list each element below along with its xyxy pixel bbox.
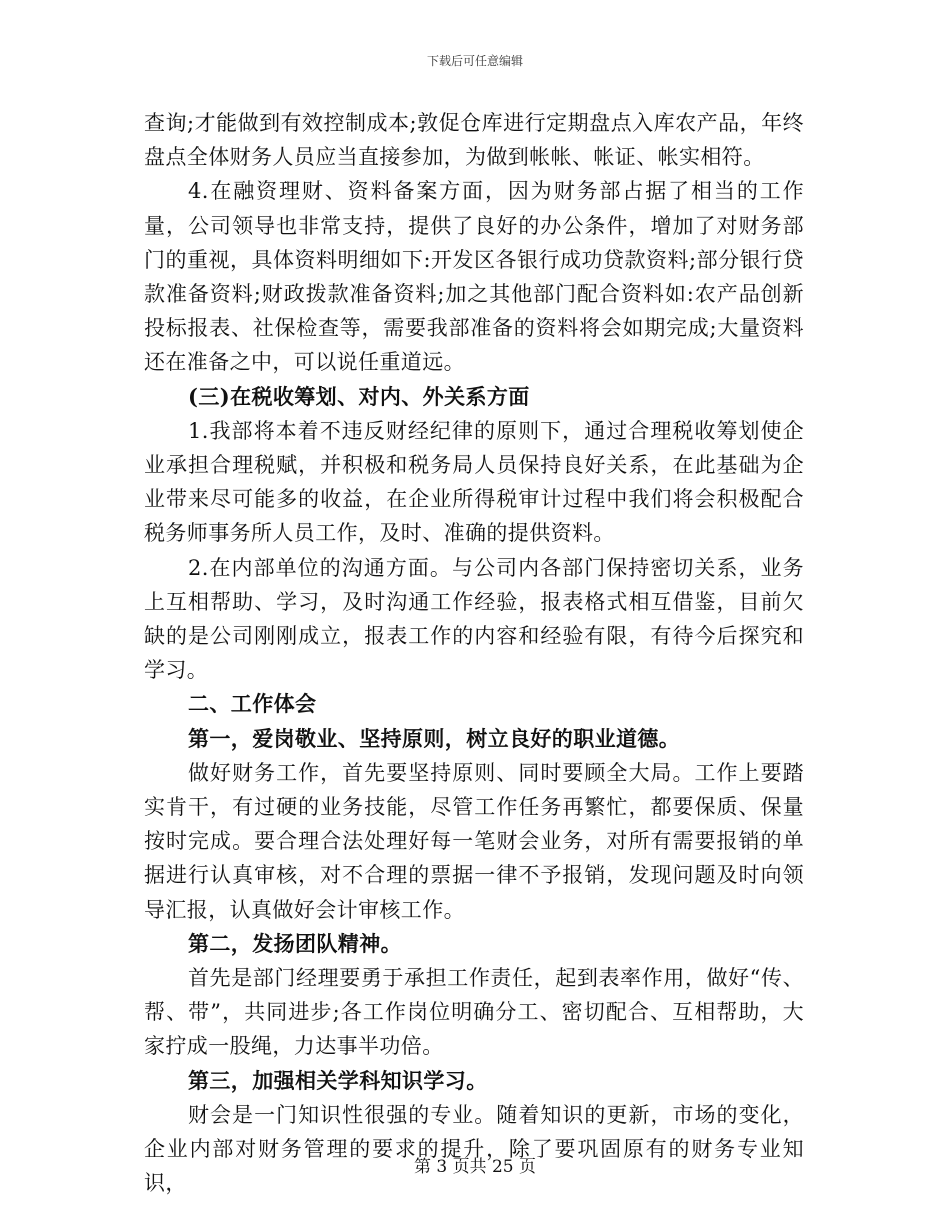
paragraph-tax-planning: 1.我部将本着不违反财经纪律的原则下，通过合理税收筹划使企业承担合理税赋，并积极和税务局人员保持良好关系，在此基础为企业带来尽可能多的收益，在企业所得税审计过程中我们将会积极配合税务师事务所人员工作，及时、准确的提供资料。 [144,418,804,546]
page-number: 第 3 页共 25 页 [413,1157,537,1177]
subheading-third: 第三，加强相关学科知识学习。 [188,1067,488,1093]
paragraph-first: 做好财务工作，首先要坚持原则、同时要顾全大局。工作上要踏实肯干，有过硬的业务技能，尽管工作任务再繁忙，都要保质、保量按时完成。要合理合法处理好每一笔财会业务，对所有需要报销的单据进行认真审核，对不合理的票据一律不予报销，发现问题及时向领导汇报，认真做好会计审核工作。 [144,760,804,922]
subheading-second: 第二，发扬团队精神。 [188,930,402,956]
paragraph-financing: 4.在融资理财、资料备案方面，因为财务部占据了相当的工作量，公司领导也非常支持，提供了良好的办公条件，增加了对财务部门的重视，具体资料明细如下:开发区各银行成功贷款资料;部分银行贷款准备资料;财政拨款准备资料;加之其他部门配合资料如:农产品创新投标报表、社保检查等，需要我部准备的资料将会如期完成;大量资料还在准备之中，可以说任重道远。 [144,179,804,375]
paragraph-second: 首先是部门经理要勇于承担工作责任，起到表率作用，做好“传、帮、带”，共同进步;各工作岗位明确分工、密切配合、互相帮助，大家拧成一股绳，力达事半功倍。 [144,966,804,1059]
subheading-first: 第一，爱岗敬业、坚持原则，树立良好的职业道德。 [188,725,681,751]
document-body [144,106,804,1201]
paragraph-third: 财会是一门知识性很强的专业。随着知识的更新，市场的变化，企业内部对财务管理的要求的提升，除了要巩固原有的财务专业知识， [144,1102,804,1196]
section-heading-experience: 二、工作体会 [188,691,317,717]
paragraph-internal-communication: 2.在内部单位的沟通方面。与公司内各部门保持密切关系，业务上互相帮助、学习，及时沟通工作经验，报表格式相互借鉴，目前欠缺的是公司刚刚成立，报表工作的内容和经验有限，有待今后探究和学习。 [144,555,804,683]
section-heading-tax: (三)在税收筹划、对内、外关系方面 [188,383,530,409]
header-note: 下载后可任意编辑 [426,54,523,68]
paragraph-continuation: 查询;才能做到有效控制成本;敦促仓库进行定期盘点入库农产品，年终盘点全体财务人员应当直接参加，为做到帐帐、帐证、帐实相符。 [144,111,804,170]
